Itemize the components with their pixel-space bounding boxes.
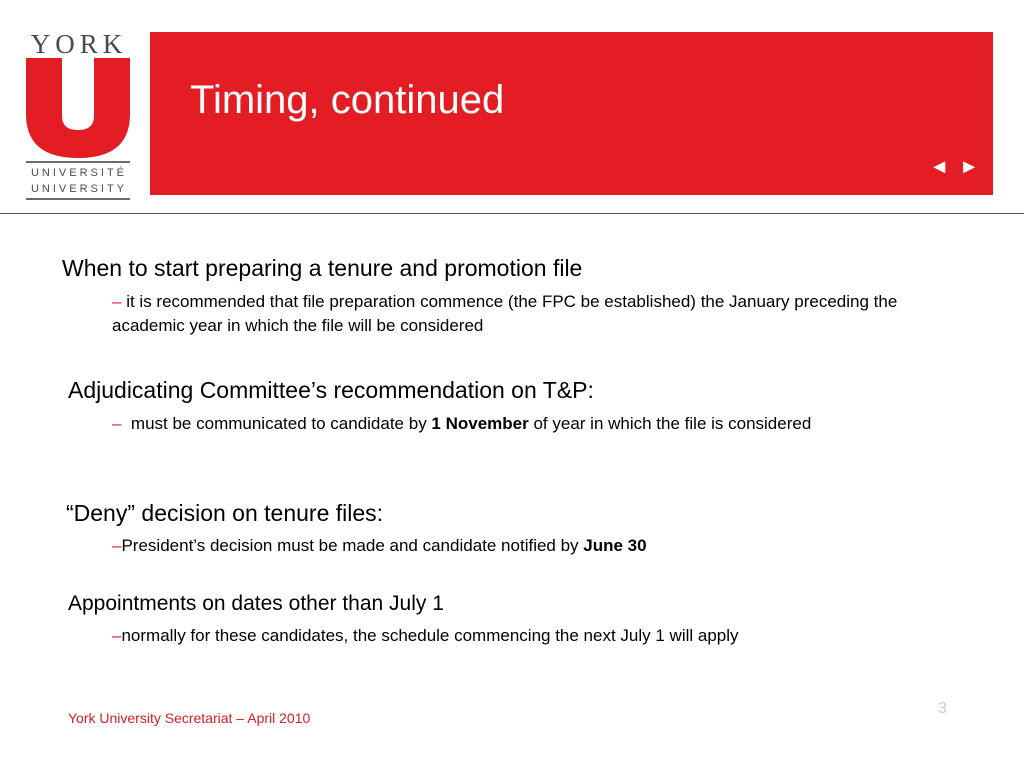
slide-navigation [929, 156, 979, 178]
logo-divider-bottom [26, 198, 130, 200]
dash-bullet: – [112, 414, 122, 433]
detail-text: President’s decision must be made and candidate notified by [121, 536, 584, 555]
slide-title: Timing, continued [190, 78, 505, 122]
detail-text: must be communicated to candidate by [121, 414, 432, 433]
triangle-right-icon[interactable]: ► [959, 156, 979, 178]
detail-date-bold: 1 November [431, 414, 529, 433]
section-detail [112, 624, 952, 648]
logo-divider-top [26, 161, 130, 163]
page-number: 3 [938, 700, 947, 717]
header-divider [0, 213, 1024, 214]
section-detail [112, 534, 952, 558]
logo-u-mark [26, 58, 130, 158]
detail-text: it is recommended that file preparation commence (the FPC be established) the January preceding the academic year in which the file will be considered [112, 292, 898, 335]
title-banner [150, 32, 993, 195]
dash-bullet: – [112, 536, 122, 555]
logo-york-text: YORK [30, 29, 128, 59]
section-detail [112, 412, 952, 436]
section-heading: Appointments on dates other than July 1 [68, 592, 444, 615]
footer-text: York University Secretariat – April 2010 [68, 710, 311, 726]
logo-universite-text: UNIVERSITÉ [30, 167, 127, 179]
detail-date-bold: June 30 [583, 536, 647, 555]
logo-university-text: UNIVERSITY [30, 183, 127, 195]
detail-text: of year in which the file is considered [528, 414, 812, 433]
section-heading: Adjudicating Committee’s recommendation on T&P: [68, 377, 594, 403]
section-heading: When to start preparing a tenure and promotion file [62, 255, 583, 281]
triangle-left-icon[interactable]: ◄ [929, 156, 950, 178]
york-university-logo [24, 26, 136, 202]
section-detail [112, 290, 952, 338]
dash-bullet: – [112, 626, 122, 645]
detail-text: normally for these candidates, the schedule commencing the next July 1 will apply [121, 626, 739, 645]
section-heading: “Deny” decision on tenure files: [66, 500, 384, 526]
dash-bullet: – [112, 292, 122, 311]
